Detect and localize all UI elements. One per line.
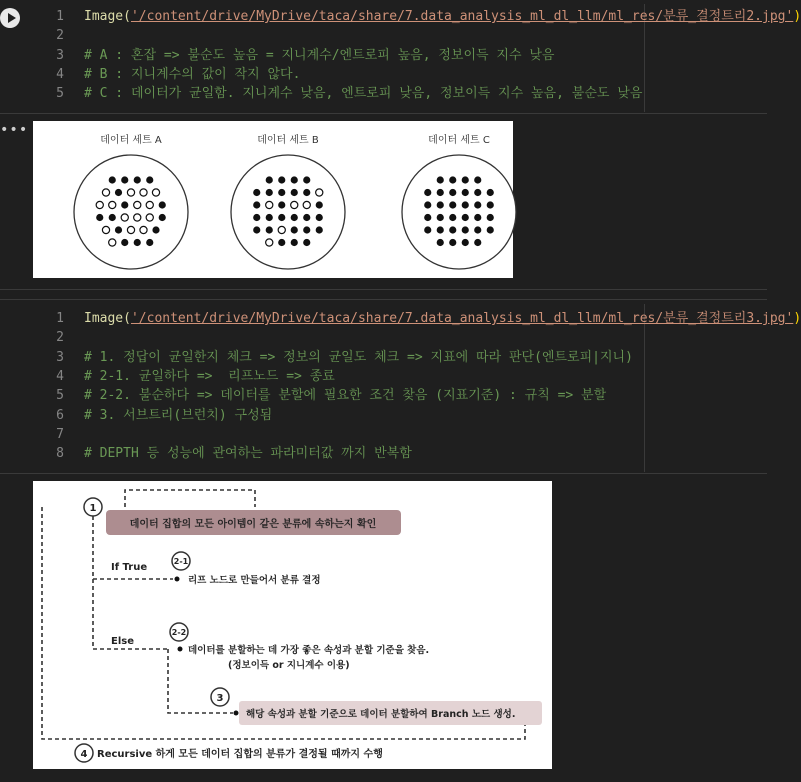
data-point [146, 239, 153, 246]
data-point [159, 201, 166, 208]
paren: ) [793, 9, 801, 24]
step-3-number: 3 [216, 693, 224, 704]
line-number: 4 [56, 66, 64, 82]
comment-text: # 1. 정답이 균일한지 체크 => 정보의 균일도 체크 => 지표에 따라 판단(엔트로피|지니) [84, 349, 633, 365]
data-point [303, 176, 310, 183]
data-point [146, 214, 153, 221]
comment-text: # 3. 서브트리(브런치) 구성됨 [84, 407, 273, 423]
step-2-1-number: 2-1 [173, 557, 189, 566]
data-point [291, 239, 298, 246]
data-point [278, 239, 285, 246]
code-text [84, 7, 801, 27]
step-1-number: 1 [89, 503, 97, 514]
output-menu-icon[interactable]: ••• [0, 122, 29, 138]
run-cell-icon[interactable] [0, 8, 20, 28]
data-point [316, 189, 323, 196]
data-point [474, 214, 481, 221]
data-point [266, 214, 273, 221]
step-1-text: 데이터 집합의 모든 아이템이 같은 분류에 속하는지 확인 [129, 519, 377, 530]
data-point [134, 176, 141, 183]
step-4-number: 4 [80, 749, 88, 760]
comment-text: # A : 혼잡 => 불순도 높음 = 지니계수/엔트로피 높음, 정보이득 지수 낮음 [84, 47, 555, 63]
data-point [424, 226, 431, 233]
comment-text: # DEPTH 등 성능에 관여하는 파라미터값 까지 반복함 [84, 446, 412, 462]
dataset-label: 데이터 세트 C [428, 135, 490, 146]
line-number: 2 [56, 28, 64, 44]
data-point [437, 176, 444, 183]
data-point [278, 214, 285, 221]
data-point [109, 239, 116, 246]
step-2-1 [172, 552, 321, 586]
data-point [266, 226, 273, 233]
step-2-2 [170, 623, 429, 671]
data-point [146, 201, 153, 208]
data-point [291, 214, 298, 221]
data-point [102, 226, 109, 233]
data-point [437, 189, 444, 196]
data-point [115, 189, 122, 196]
line-number: 1 [56, 311, 64, 326]
output-image-datasets [33, 121, 513, 278]
step-2-1-text: 리프 노드로 만들어서 분류 결정 [188, 575, 321, 586]
comment-text: # B : 지니계수의 값이 작지 않다. [84, 66, 301, 82]
data-point [437, 201, 444, 208]
data-point [291, 201, 298, 208]
data-point [121, 176, 128, 183]
data-point [134, 201, 141, 208]
line-number: 8 [56, 446, 64, 462]
comment-text: # 2-1. 균일하다 => 리프노드 => 종료 [84, 368, 335, 384]
cell-divider [0, 289, 767, 290]
data-point [462, 226, 469, 233]
else-label: Else [111, 636, 134, 647]
data-point [102, 189, 109, 196]
data-point [487, 201, 494, 208]
data-point [449, 214, 456, 221]
line-number: 4 [56, 368, 64, 384]
step-3 [211, 688, 542, 725]
data-point [462, 176, 469, 183]
data-point [424, 201, 431, 208]
data-point [152, 189, 159, 196]
path-string[interactable]: '/content/drive/MyDrive/taca/share/7.data_analysis_ml_dl_llm/ml_res/분류_결정트리3.jpg' [130, 311, 794, 326]
data-point [449, 189, 456, 196]
paren: ) [793, 311, 801, 326]
data-point [487, 214, 494, 221]
line-number: 7 [56, 426, 64, 442]
data-point [474, 189, 481, 196]
data-point [253, 214, 260, 221]
data-point [253, 189, 260, 196]
step-2-2-number: 2-2 [171, 628, 187, 637]
step-2-2-text: 데이터를 분할하는 데 가장 좋은 속성과 분할 기준을 찾음. [188, 645, 430, 656]
data-point [437, 226, 444, 233]
line-number: 5 [56, 388, 64, 404]
data-point [303, 239, 310, 246]
data-point [121, 239, 128, 246]
data-point [449, 226, 456, 233]
data-point [462, 201, 469, 208]
step-4 [71, 741, 401, 765]
line-number: 5 [56, 86, 64, 102]
step-1 [84, 498, 401, 535]
data-point [266, 189, 273, 196]
datasets-figure [33, 121, 513, 278]
dataset-label: 데이터 세트 A [100, 135, 162, 146]
data-point [96, 214, 103, 221]
decision-tree-flow-diagram [33, 481, 552, 769]
dataset-label: 데이터 세트 B [257, 135, 319, 146]
data-point [266, 239, 273, 246]
indent-guide [644, 304, 645, 472]
comment-text: # 2-2. 불순하다 => 데이터를 분할에 필요한 조건 찾음 (지표기준) : 규칙 => 분할 [84, 388, 607, 404]
data-point [127, 226, 134, 233]
data-point [437, 214, 444, 221]
code-text [84, 309, 801, 329]
dataset-circle [402, 155, 516, 269]
data-point [316, 201, 323, 208]
data-point [462, 214, 469, 221]
data-point [291, 176, 298, 183]
data-point [487, 226, 494, 233]
data-point [140, 189, 147, 196]
data-point [303, 189, 310, 196]
dataset-circle [74, 155, 188, 269]
data-point [140, 226, 147, 233]
data-point [303, 201, 310, 208]
path-string[interactable]: '/content/drive/MyDrive/taca/share/7.data_analysis_ml_dl_llm/ml_res/분류_결정트리2.jpg' [130, 9, 794, 24]
code-cell-2[interactable] [0, 300, 801, 472]
data-point [278, 189, 285, 196]
data-point [424, 214, 431, 221]
data-point [109, 176, 116, 183]
dataset-circle [231, 155, 345, 269]
data-point [253, 226, 260, 233]
data-point [474, 176, 481, 183]
function-name: Image( [84, 311, 131, 326]
data-point [291, 189, 298, 196]
line-number: 6 [56, 407, 64, 423]
data-point [462, 189, 469, 196]
data-point [437, 239, 444, 246]
data-point [303, 226, 310, 233]
data-point [152, 226, 159, 233]
step-3-text: 해당 속성과 분할 기준으로 데이터 분할하여 Branch 노드 생성. [246, 709, 516, 720]
step-4-text: Recursive 하게 모든 데이터 집합의 분류가 결정될 때까지 수행 [97, 749, 383, 760]
data-point [115, 226, 122, 233]
line-number: 1 [56, 9, 64, 24]
data-point [449, 201, 456, 208]
data-point [474, 226, 481, 233]
comment-text: # C : 데이터가 균일함. 지니계수 낮음, 엔트로피 낮음, 정보이득 지수 높음, 불순도 낮음 [84, 86, 643, 102]
cell-divider [0, 473, 767, 474]
data-point [253, 201, 260, 208]
line-number: 3 [56, 47, 64, 63]
data-point [316, 226, 323, 233]
data-point [146, 176, 153, 183]
if-true-label: If True [111, 562, 148, 573]
data-point [134, 214, 141, 221]
line-number: 2 [56, 330, 64, 346]
data-point [474, 201, 481, 208]
function-name: Image( [84, 9, 131, 24]
data-point [159, 214, 166, 221]
cell-divider [0, 113, 767, 114]
data-point [121, 201, 128, 208]
code-cell-1[interactable] [0, 0, 801, 113]
data-point [278, 176, 285, 183]
data-point [127, 189, 134, 196]
data-point [278, 201, 285, 208]
data-point [278, 226, 285, 233]
data-point [121, 214, 128, 221]
data-point [96, 201, 103, 208]
data-point [462, 239, 469, 246]
data-point [134, 239, 141, 246]
data-point [109, 201, 116, 208]
data-point [291, 226, 298, 233]
data-point [266, 201, 273, 208]
data-point [487, 189, 494, 196]
data-point [266, 176, 273, 183]
line-number: 3 [56, 349, 64, 365]
data-point [316, 214, 323, 221]
output-image-algorithm [33, 481, 552, 769]
data-point [303, 214, 310, 221]
data-point [109, 214, 116, 221]
step-2-2-subtext: (정보이득 or 지니계수 이용) [228, 660, 350, 671]
data-point [474, 239, 481, 246]
data-point [449, 239, 456, 246]
data-point [449, 176, 456, 183]
data-point [424, 189, 431, 196]
